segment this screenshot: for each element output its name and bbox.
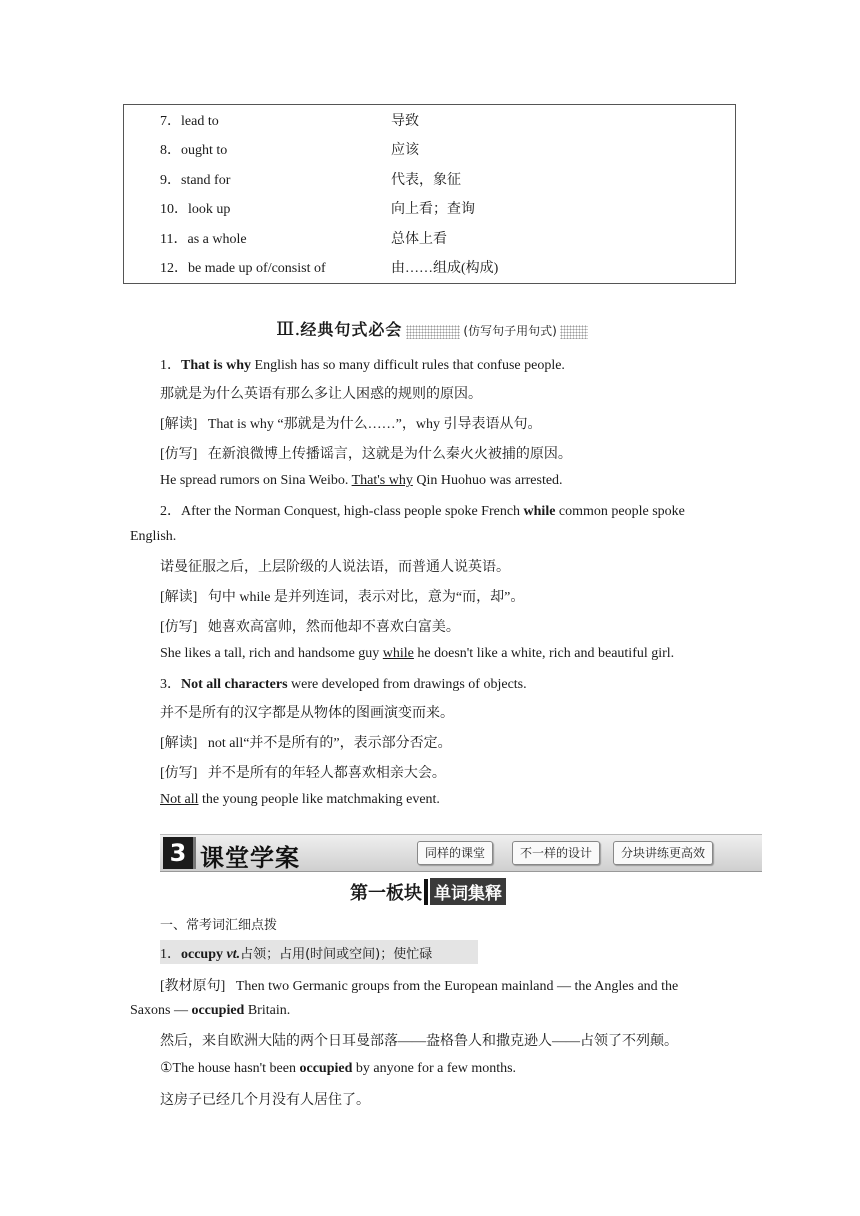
jiedu-label: [解读]: [160, 736, 198, 751]
phrase-table: [123, 104, 736, 284]
block-title-right: 单词集释: [430, 878, 506, 905]
source-text: Saxons —: [130, 1003, 192, 1018]
sentence-keyword: That is why: [181, 358, 252, 373]
phrase-cn: 向上看；查询: [391, 202, 475, 217]
example-1: [160, 1060, 516, 1077]
example-text: by anyone for a few months.: [352, 1061, 517, 1076]
phrase-cn: 应该: [391, 143, 419, 158]
answer-text: He spread rumors on Sina Weibo.: [160, 473, 352, 488]
block-title: [350, 878, 506, 906]
sentence-1-fangxie: [160, 443, 572, 463]
banner-tag: 不一样的设计: [512, 841, 600, 865]
answer-blank: while: [382, 646, 414, 661]
sentence-2-cont: English.: [130, 529, 177, 544]
vocab-heading: 一、常考词汇细点拨: [160, 918, 278, 933]
fangxie-text: 她喜欢高富帅，然而他却不喜欢白富美。: [207, 620, 460, 635]
jiedu-text: 句中 while 是并列连词，表示对比，意为“而，却”。: [207, 590, 525, 605]
source-keyword: occupied: [191, 1003, 245, 1018]
sentence-3-answer: [160, 792, 440, 808]
example-keyword: occupied: [299, 1061, 353, 1076]
phrase-row: [124, 257, 735, 281]
fangxie-text: 在新浪微博上传播谣言，这就是为什么秦火火被捕的原因。: [207, 447, 572, 462]
sentence-3-jiedu: [160, 732, 452, 752]
phrase-en: 7．lead to: [160, 114, 219, 129]
sentence-1-translation: 那就是为什么英语有那么多让人困惑的规则的原因。: [160, 387, 482, 402]
block-title-divider: [424, 879, 428, 905]
dotted-divider: [560, 325, 588, 339]
section-heading: [276, 317, 588, 339]
phrase-row: [124, 198, 735, 222]
banner-number: 3: [163, 837, 196, 869]
banner-tag: 同样的课堂: [417, 841, 493, 865]
source-text: Britain.: [244, 1003, 291, 1018]
section-title: 经典句式必会: [300, 320, 403, 339]
source-label: [教材原句]: [160, 979, 226, 994]
dotted-divider: [406, 325, 460, 339]
phrase-row: [124, 169, 735, 193]
jiedu-label: [解读]: [160, 417, 198, 432]
phrase-en: 8．ought to: [160, 143, 228, 158]
vocab-meaning: 占领；占用(时间或空间)；使忙碌: [240, 947, 433, 962]
source-translation: 然后，来自欧洲大陆的两个日耳曼部落——盎格鲁人和撒克逊人——占领了不列颠。: [160, 1034, 678, 1049]
vocab-pos: vt.: [226, 947, 241, 962]
phrase-cn: 由……组成(构成): [391, 261, 499, 276]
sentence-3-translation: 并不是所有的汉字都是从物体的图画演变而来。: [160, 706, 454, 721]
answer-text: he doesn't like a white, rich and beautiful girl.: [413, 646, 675, 661]
answer-text: She likes a tall, rich and handsome guy: [160, 646, 383, 661]
phrase-row: [124, 228, 735, 252]
answer-blank: That's why: [351, 473, 413, 488]
block-title-left: 第一板块: [350, 882, 422, 904]
sentence-3: [160, 673, 527, 693]
sentence-2: [160, 500, 685, 520]
section-subtitle: (仿写句子用句式): [463, 324, 557, 338]
vocab-entry: [160, 943, 432, 963]
answer-text: Qin Huohuo was arrested.: [412, 473, 563, 488]
fangxie-label: [仿写]: [160, 447, 198, 462]
phrase-cn: 导致: [391, 114, 419, 129]
sentence-text: English has so many difficult rules that confuse people.: [251, 358, 565, 373]
sentence-1-jiedu: [160, 413, 541, 433]
phrase-en: 9．stand for: [160, 173, 231, 188]
phrase-cn: 总体上看: [391, 232, 447, 247]
example-text: ①The house hasn't been: [160, 1061, 300, 1076]
phrase-cn: 代表，象征: [391, 173, 461, 188]
banner-title: 课堂学案: [200, 844, 300, 872]
example-1-translation: 这房子已经几个月没有人居住了。: [160, 1093, 370, 1108]
answer-blank: Not all: [160, 792, 199, 807]
phrase-row: [124, 139, 735, 163]
jiedu-text: That is why “那就是为什么……”，why 引导表语从句。: [207, 417, 542, 432]
source-line-1: [160, 975, 678, 995]
sentence-3-fangxie: [160, 762, 446, 782]
sentence-keyword: Not all characters: [181, 677, 288, 692]
phrase-en: 10．look up: [160, 202, 231, 217]
sentence-keyword: while: [523, 504, 556, 519]
sentence-number: 2．: [160, 504, 181, 519]
answer-text: the young people like matchmaking event.: [198, 792, 440, 807]
lesson-banner: [160, 834, 762, 872]
jiedu-label: [解读]: [160, 590, 198, 605]
vocab-word: occupy: [181, 947, 223, 962]
sentence-1-answer: [160, 473, 563, 489]
fangxie-label: [仿写]: [160, 620, 198, 635]
entry-number: 1．: [160, 947, 181, 962]
phrase-en: 12．be made up of/consist of: [160, 261, 326, 276]
sentence-2-translation: 诺曼征服之后，上层阶级的人说法语，而普通人说英语。: [160, 560, 510, 575]
sentence-2-fangxie: [160, 616, 460, 636]
source-text: Then two Germanic groups from the European mainland — the Angles and the: [235, 979, 679, 994]
sentence-number: 1．: [160, 358, 181, 373]
sentence-text: common people spoke: [555, 504, 685, 519]
sentence-1: [160, 354, 565, 374]
source-line-2: [130, 1003, 290, 1019]
banner-tag: 分块讲练更高效: [613, 841, 713, 865]
phrase-en: 11．as a whole: [160, 232, 247, 247]
fangxie-text: 并不是所有的年轻人都喜欢相亲大会。: [207, 766, 446, 781]
fangxie-label: [仿写]: [160, 766, 198, 781]
sentence-number: 3．: [160, 677, 181, 692]
section-roman: Ⅲ.: [276, 318, 301, 340]
sentence-2-answer: [160, 646, 674, 662]
sentence-text: were developed from drawings of objects.: [287, 677, 527, 692]
sentence-2-jiedu: [160, 586, 524, 606]
sentence-text: After the Norman Conquest, high-class people spoke French: [181, 504, 524, 519]
phrase-row: [124, 110, 735, 134]
jiedu-text: not all“并不是所有的”，表示部分否定。: [207, 736, 452, 751]
